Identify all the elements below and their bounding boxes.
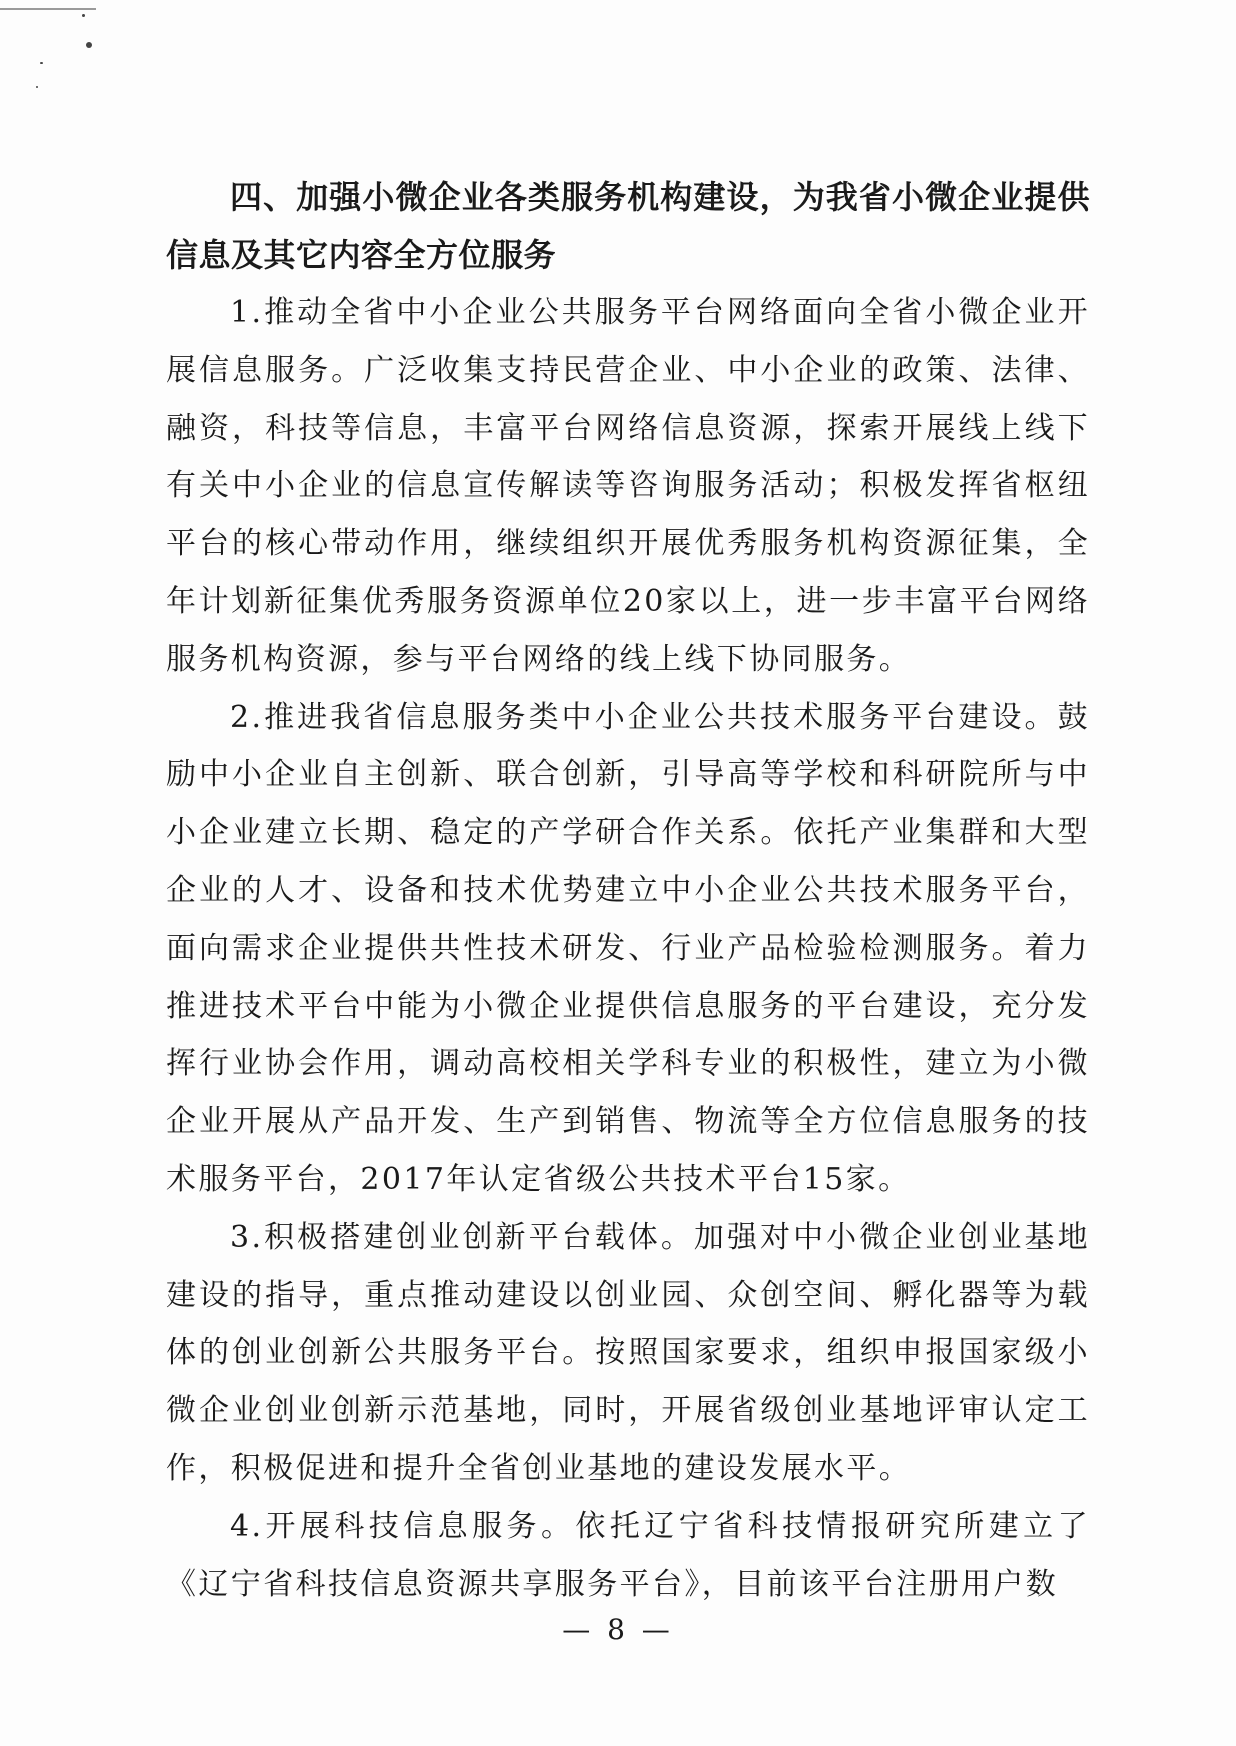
scan-speck bbox=[86, 42, 92, 48]
document-body bbox=[166, 168, 1090, 1613]
scan-speck bbox=[82, 14, 85, 17]
paragraph-4: 4.开展科技信息服务。依托辽宁省科技情报研究所建立了《辽宁省科技信息资源共享服务平台》，目前该平台注册用户数 bbox=[166, 1508, 1090, 1602]
scan-speck bbox=[36, 86, 38, 88]
page-number: — 8 — bbox=[562, 1613, 674, 1646]
paragraph-2: 2.推进我省信息服务类中小企业公共技术服务平台建设。鼓励中小企业自主创新、联合创新，引导高等学校和科研院所与中小企业建立长期、稳定的产学研合作关系。依托产业集群和大型企业的人才、设备和技术优势建立中小企业公共技术服务平台，面向需求企业提供共性技术研发、行业产品检验检测服务。着力推进技术平台中能为小微企业提供信息服务的平台建设，充分发挥行业协会作用，调动高校相关学科专业的积极性，建立为小微企业开展从产品开发、生产到销售、物流等全方位信息服务的技术服务平台，2017年认定省级公共技术平台15家。 bbox=[166, 699, 1090, 1197]
scan-edge-rule bbox=[0, 8, 96, 10]
scan-speck bbox=[40, 62, 43, 64]
section-heading: 四、加强小微企业各类服务机构建设，为我省小微企业提供信息及其它内容全方位服务 bbox=[166, 178, 1090, 274]
paragraph-3: 3.积极搭建创业创新平台载体。加强对中小微企业创业基地建设的指导，重点推动建设以创业园、众创空间、孵化器等为载体的创业创新公共服务平台。按照国家要求，组织申报国家级小微企业创业创新示范基地，同时，开展省级创业基地评审认定工作，积极促进和提升全省创业基地的建设发展水平。 bbox=[166, 1219, 1090, 1486]
paragraph-1: 1.推动全省中小企业公共服务平台网络面向全省小微企业开展信息服务。广泛收集支持民营企业、中小企业的政策、法律、融资，科技等信息，丰富平台网络信息资源，探索开展线上线下有关中小企业的信息宣传解读等咨询服务活动；积极发挥省枢纽平台的核心带动作用，继续组织开展优秀服务机构资源征集，全年计划新征集优秀服务资源单位20家以上，进一步丰富平台网络服务机构资源，参与平台网络的线上线下协同服务。 bbox=[166, 295, 1090, 677]
